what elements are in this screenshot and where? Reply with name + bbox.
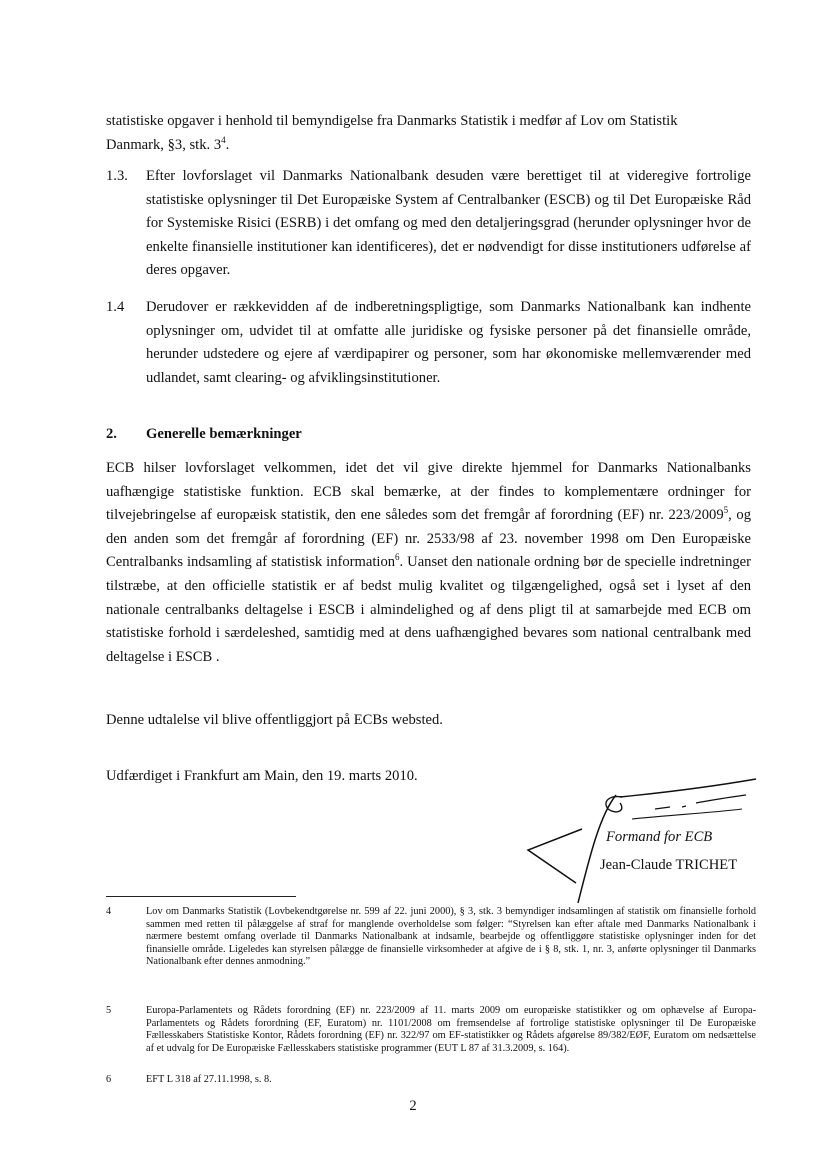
publication-note: Denne udtalelse vil blive offentliggjort på ECBs websted. bbox=[106, 712, 443, 728]
item-text: Efter lovforslaget vil Danmarks Nationalbank desuden være berettiget til at videregive fortrolige statistiske oplysninger til Det Europæiske System af Centralbanker (ESCB) og til Det Europæiske Råd for Systemiske Risici (ESRB) i det omfang og med den detaljeringsgrad (herunder oplysninger hvor de enkelte finansielle institutioner kan identificeres), det er nødvendigt for disse institutioners udførelse af deres opgaver. bbox=[146, 168, 751, 279]
item-1-3 bbox=[106, 165, 751, 283]
page-number: 2 bbox=[409, 1098, 417, 1114]
footnote-5: 5 Europa-Parlamentets og Rådets forordning (EF) nr. 223/2009 af 11. marts 2009 om europæiske statistikker og om ophævelse af Europa-Parlamentets og Rådets forordning (EF, Euratom) nr. 1101/2008 om fremsendelse af fortrolige statistiske oplysninger til De Europæiske Fællesskabers Statistiske Kontor, Rådets forordning (EF) nr. 322/97 om EF-statistikker og Rådets afgørelse 89/382/EØF, Euratom om nedsættelse af et udvalg for De Europæiske Fællesskabers statistiske programmer (EUT L 87 af 31.3.2009, s. 164). bbox=[106, 1005, 756, 1054]
footnote-4: 4 Lov om Danmarks Statistik (Lovbekendtgørelse nr. 599 af 22. juni 2000), § 3, stk. 3 bemyndiger indsamlingen af statistik om finansielle forhold sammen med retten til pålæggelse af straf for manglende overholdelse som følger: “Styrelsen kan efter aftale med Danmarks Nationalbank i nærmere bestemt omfang overlade til Danmarks Nationalbank at indsamle, bearbejde og offentliggøre statistiske oplysninger inden for det finansielle område. Ligeledes kan styrelsen pålægge de finansielle virksomheder at afgive de i § 8, stk. 1, nr. 3, anførte oplysninger til Danmarks Nationalbank efter dennes anmodning.” bbox=[106, 906, 756, 968]
intro-continuation: statistiske opgaver i henhold til bemyndigelse fra Danmarks Statistik i medfør af Lov om Statistik Danmark, §3, stk. $3^4$. bbox=[106, 113, 678, 153]
signature-block bbox=[520, 775, 760, 905]
section-2-paragraph: ECB hilser lovforslaget velkommen, idet det vil give direkte hjemmel for Danmarks Nationalbanks uafhængige statistiske funktion. ECB skal bemærke, at der findes to komplementære ordninger for tilvejebringelse af europæisk statistik, den ene således som det fremgår af forordning (EF) nr. 223/2009$^5$, og den anden som det fremgår af forordning (EF) nr. 2533/98 af 23. november 1998 om Den Europæiske Centralbanks indsamling af statistisk information$^6$. Uanset den nationale ordning bør de specielle indretninger tilstræbe, at den officielle statistik er af bedst mulig kvalitet og tilgængelighed, også set i lyset af den nationale centralbanks deltagelse i ESCB i almindelighed og af dens pligt til at samarbejde med ECB om statistiske forhold i særdeleshed, samtidig med at dens uafhængighed bevares som national centralbank med deltagelse i ESCB . bbox=[106, 460, 751, 665]
signatory-role: Formand for ECB bbox=[606, 829, 713, 845]
item-number: 1.3. bbox=[106, 168, 128, 184]
signatory-name: Jean-Claude TRICHET bbox=[600, 857, 738, 873]
item-text: Derudover er rækkevidden af de indberetningspligtige, som Danmarks Nationalbank kan indhente oplysninger om, udvidet til at omfatte alle juridiske og fysiske personer på det finansielle område, herunder udstedere og ejere af værdipapirer og personer, som har økonomiske mellemværender med udlandet, samt clearing- og afviklingsinstitutioner. bbox=[146, 299, 751, 386]
item-number: 1.4 bbox=[106, 299, 125, 315]
issued-statement: Udfærdiget i Frankfurt am Main, den 19. marts 2010. bbox=[106, 768, 418, 784]
footnote-divider bbox=[106, 896, 296, 897]
item-1-4 bbox=[106, 296, 751, 390]
footnote-6: 6 EFT L 318 af 27.11.1998, s. 8. bbox=[106, 1074, 272, 1085]
section-heading: 2. Generelle bemærkninger bbox=[106, 426, 302, 442]
